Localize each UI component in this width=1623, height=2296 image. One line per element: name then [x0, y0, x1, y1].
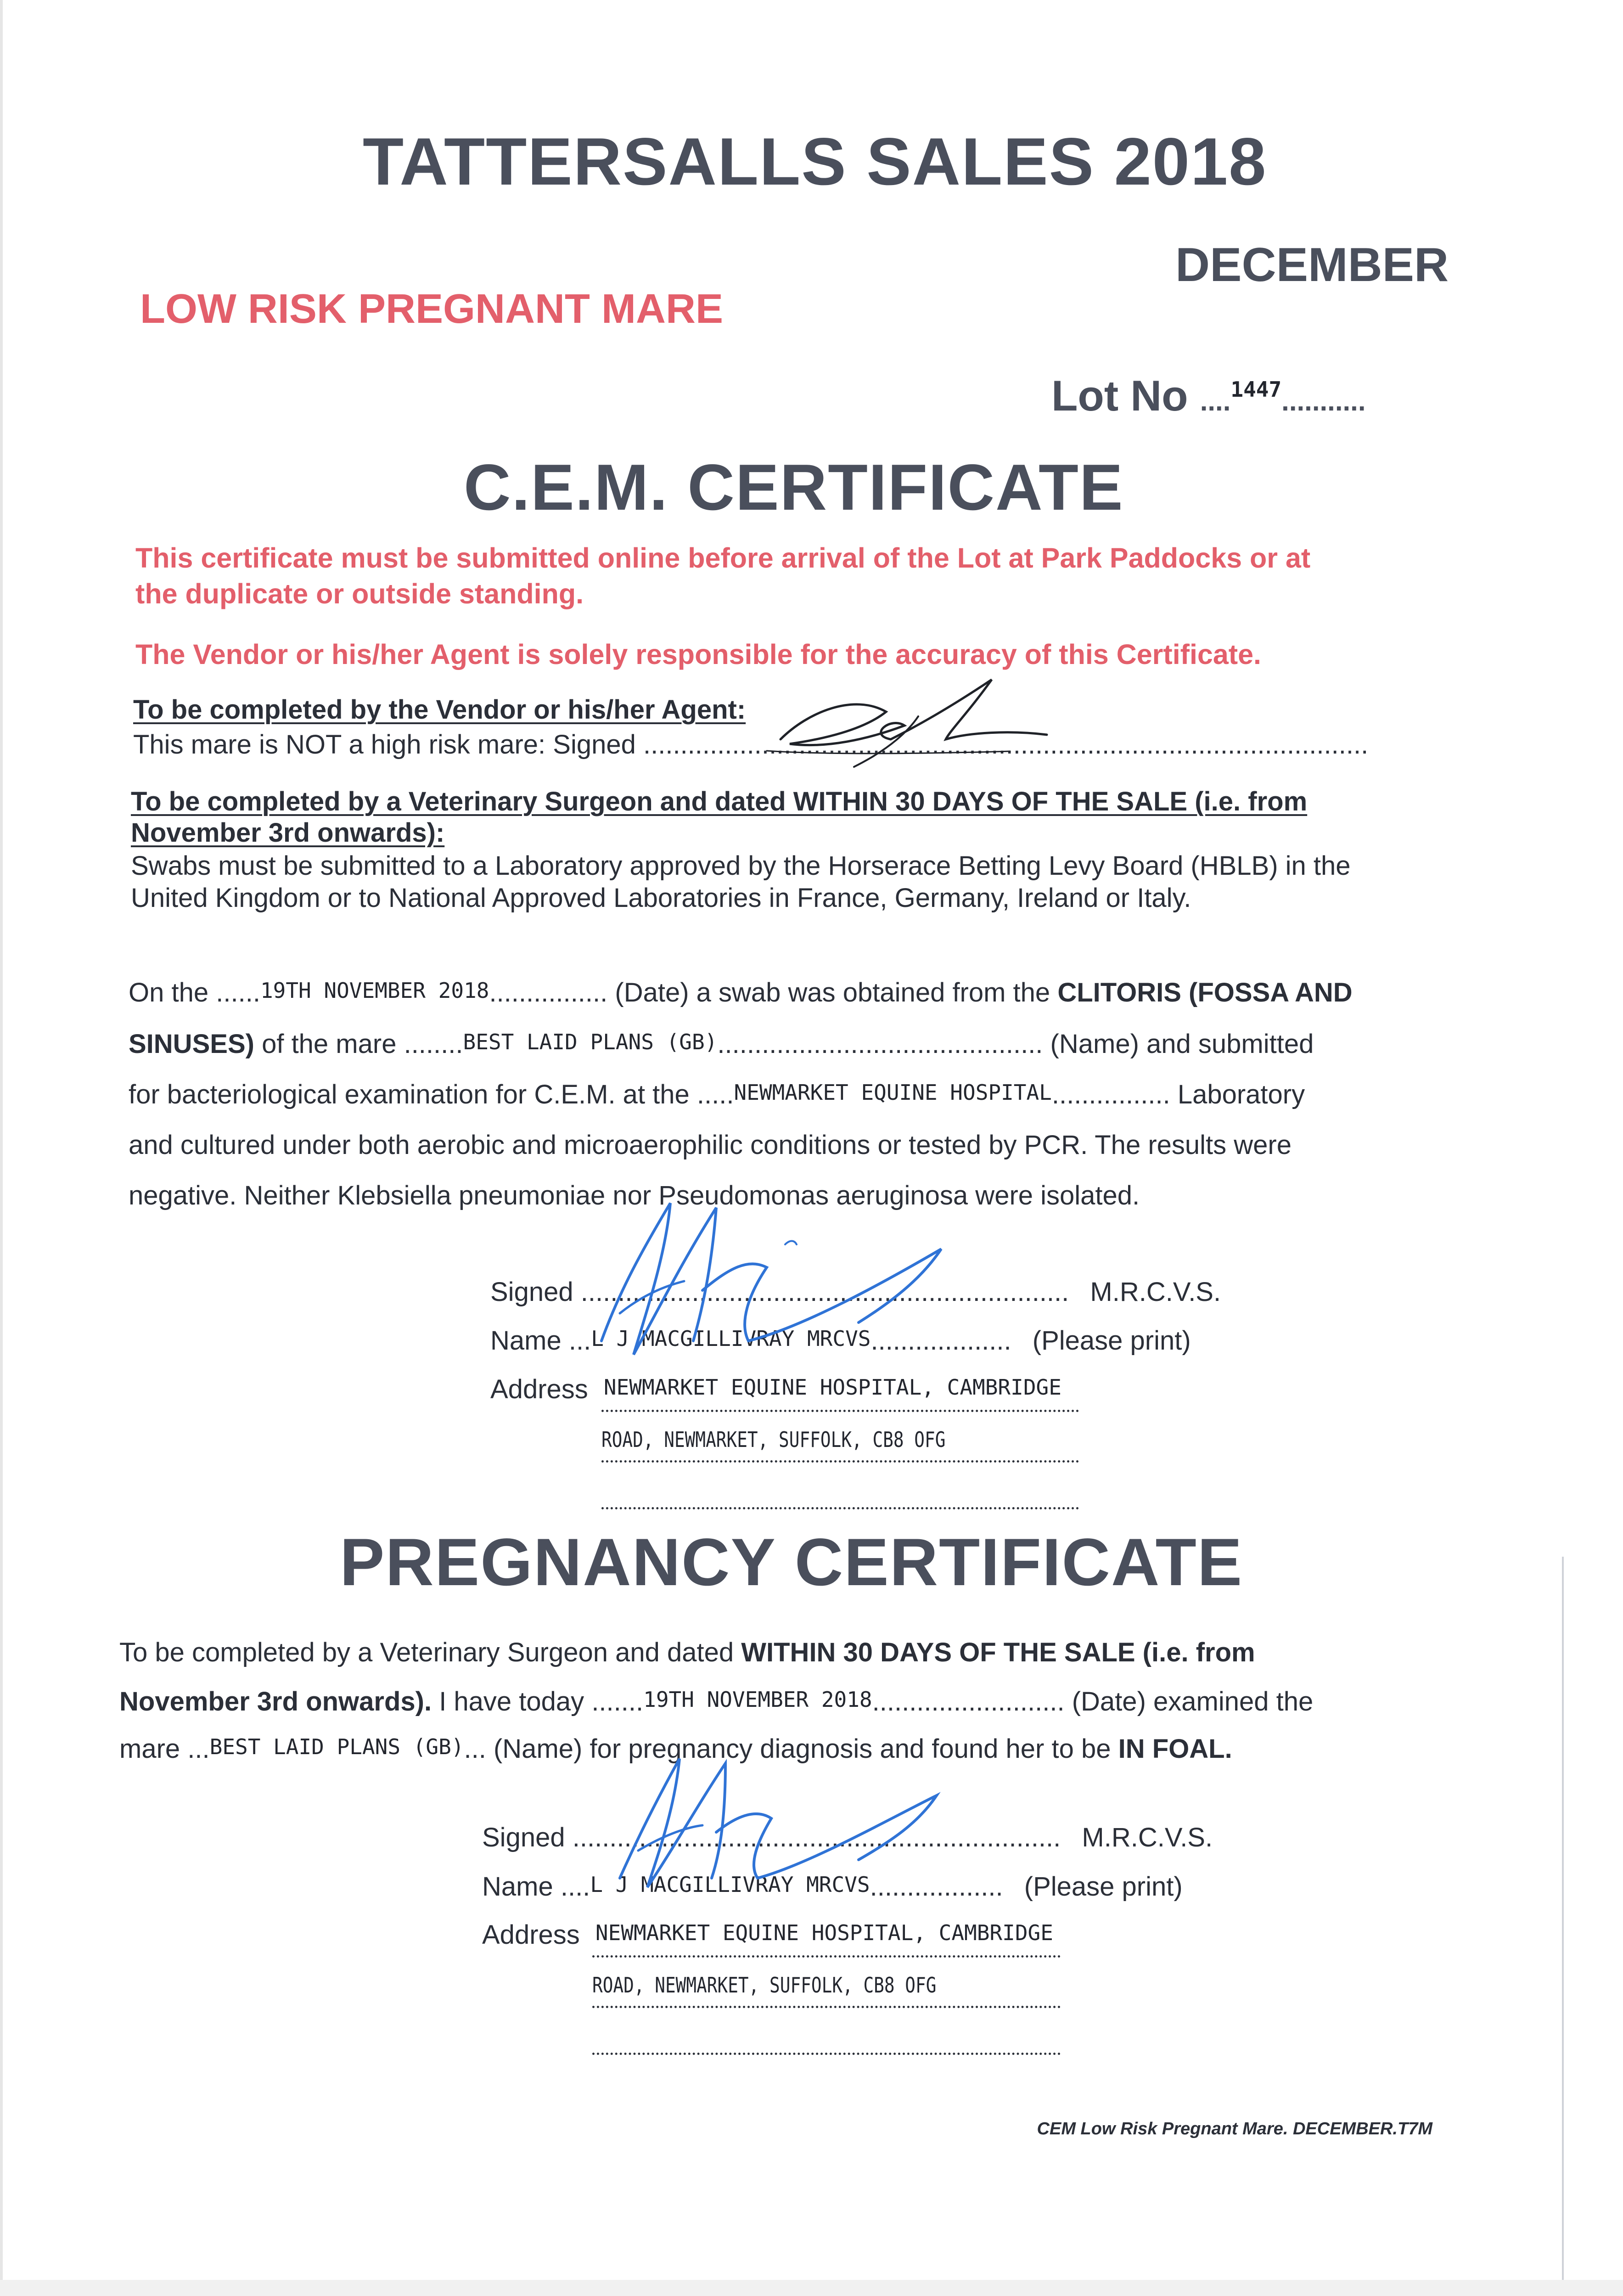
preg-address-row — [482, 1919, 1053, 1950]
cem-notice-submission-2: the duplicate or outside standing. — [135, 578, 584, 609]
cem-please-print: (Please print) — [1032, 1326, 1191, 1356]
cem-address-line-3-dots — [601, 1507, 1079, 1509]
preg-address-line-1-dots — [592, 1955, 1061, 1958]
cem-address-line-2-dots — [601, 1460, 1079, 1463]
cem-signed-label: Signed — [490, 1277, 573, 1307]
preg-address-line-1: NEWMARKET EQUINE HOSPITAL, CAMBRIDGE — [595, 1920, 1053, 1945]
preg-please-print: (Please print) — [1024, 1872, 1183, 1902]
vendor-statement: This mare is NOT a high risk mare: Signed — [133, 730, 636, 760]
preg-para-line-3: mare ...BEST LAID PLANS (GB)... (Name) for pregnancy diagnosis and found her to be IN FOAL. — [119, 1734, 1232, 1764]
cem-name-label: Name — [490, 1326, 562, 1356]
cem-address-line-1-dots — [601, 1410, 1079, 1412]
preg-name-label: Name — [482, 1872, 553, 1902]
preg-deadline: WITHIN 30 DAYS OF THE SALE (i.e. from — [741, 1638, 1255, 1667]
vendor-statement-row — [133, 729, 1368, 760]
cem-para-line-4: and cultured under both aerobic and microaerophilic conditions or tested by PCR. The results were — [129, 1130, 1292, 1160]
preg-mare-label: mare — [119, 1734, 180, 1764]
preg-address-line-2-dots — [592, 2006, 1061, 2008]
cem-certificate-title: C.E.M. CERTIFICATE — [464, 451, 1124, 524]
cem-vet-name-value: L J MACGILLIVRAY MRCVS — [591, 1326, 871, 1351]
preg-name-row: Name ....L J MACGILLIVRAY MRCVS.................. (Please print) — [482, 1872, 1183, 1902]
preg-today-label: I have today — [439, 1687, 584, 1716]
cem-para-line-1: On the ......19TH NOVEMBER 2018................ (Date) a swab was obtained from the CLITORIS (FOSSA AND — [129, 978, 1353, 1007]
on-the-label: On the — [129, 978, 209, 1007]
preg-deadline-cont: November 3rd onwards). — [119, 1687, 432, 1716]
cem-address-row — [490, 1374, 1061, 1405]
cem-address-label: Address — [490, 1374, 588, 1404]
preg-date-suffix: (Date) examined the — [1072, 1687, 1314, 1716]
vet-section-heading-2: November 3rd onwards): — [131, 818, 445, 848]
swab-date-value: 19TH NOVEMBER 2018 — [260, 978, 489, 1003]
vendor-signature — [753, 661, 1074, 799]
preg-signed-row: Signed .................................................................. M.R.C.V.S. — [482, 1823, 1213, 1852]
vendor-section-heading: To be completed by the Vendor or his/her Agent: — [133, 695, 746, 725]
cem-para-line-3: for bacteriological examination for C.E.M. at the .....NEWMARKET EQUINE HOSPITAL................ Laboratory — [129, 1080, 1305, 1109]
cem-vet-signature — [565, 1176, 1024, 1368]
vendor-signature-dots: .................................................................................................. — [643, 730, 1369, 760]
lot-dots-after: ........... — [1281, 386, 1366, 416]
scan-bottom-edge — [0, 2280, 1623, 2296]
scan-left-edge — [0, 0, 3, 2296]
preg-address-line-2: ROAD, NEWMARKET, SUFFOLK, CB8 OFG — [592, 1973, 937, 1998]
swab-site: CLITORIS (FOSSA AND — [1057, 978, 1353, 1007]
lot-dots: .... — [1200, 386, 1231, 416]
risk-category: LOW RISK PREGNANT MARE — [140, 286, 723, 332]
swab-site-cont: SINUSES) — [129, 1029, 254, 1059]
preg-signed-label: Signed — [482, 1823, 565, 1852]
lot-number-value: 1447 — [1230, 377, 1282, 402]
preg-result: IN FOAL. — [1118, 1734, 1232, 1764]
vet-section-heading-1: To be completed by a Veterinary Surgeon and dated WITHIN 30 DAYS OF THE SALE (i.e. from — [131, 787, 1308, 816]
preg-vet-name-value: L J MACGILLIVRAY MRCVS — [590, 1872, 870, 1897]
cem-para-line-5: negative. Neither Klebsiella pneumoniae nor Pseudomonas aeruginosa were isolated. — [129, 1181, 1140, 1210]
cem-para-line-2: SINUSES) of the mare ........BEST LAID PLANS (GB)............................................ (Name) and submitted — [129, 1029, 1314, 1059]
lot-label: Lot No — [1051, 371, 1188, 420]
preg-para-line-1 — [119, 1637, 1255, 1668]
form-reference: CEM Low Risk Pregnant Mare. DECEMBER.T7M — [1037, 2119, 1432, 2138]
preg-para-line-2: November 3rd onwards). I have today .......19TH NOVEMBER 2018.......................... (Date) examined the — [119, 1687, 1314, 1716]
preg-intro: To be completed by a Veterinary Surgeon and dated — [119, 1638, 734, 1667]
sale-month: DECEMBER — [1175, 238, 1449, 292]
preg-address-label: Address — [482, 1920, 580, 1950]
laboratory-value: NEWMARKET EQUINE HOSPITAL — [734, 1080, 1052, 1105]
swab-requirement-1: Swabs must be submitted to a Laboratory approved by the Horserace Betting Levy Board (HBLB) in the — [131, 851, 1351, 881]
preg-mare-suffix: (Name) for pregnancy diagnosis and found her to be — [493, 1734, 1111, 1764]
cem-signed-row: Signed .................................................................. M.R.C.V.S. — [490, 1277, 1221, 1307]
mare-name-suffix: (Name) and submitted — [1050, 1029, 1314, 1059]
mare-name-value: BEST LAID PLANS (GB) — [463, 1030, 718, 1054]
preg-vet-signature — [588, 1727, 1010, 1901]
lot-number-row — [1051, 371, 1366, 421]
swab-date-suffix: (Date) a swab was obtained from the — [615, 978, 1050, 1007]
pregnancy-certificate-title: PREGNANCY CERTIFICATE — [340, 1525, 1243, 1599]
cem-notice-responsibility: The Vendor or his/her Agent is solely responsible for the accuracy of this Certificate. — [135, 639, 1261, 670]
document-title: TATTERSALLS SALES 2018 — [363, 124, 1267, 199]
preg-date-value: 19TH NOVEMBER 2018 — [643, 1687, 872, 1712]
cem-name-row: Name ...L J MACGILLIVRAY MRCVS................... (Please print) — [490, 1326, 1191, 1356]
cem-address-line-1: NEWMARKET EQUINE HOSPITAL, CAMBRIDGE — [603, 1375, 1061, 1400]
preg-mrcvs-label: M.R.C.V.S. — [1082, 1823, 1213, 1852]
cem-notice-submission-1: This certificate must be submitted online before arrival of the Lot at Park Paddocks or at — [135, 542, 1311, 574]
laboratory-suffix: Laboratory — [1177, 1080, 1305, 1109]
preg-mare-value: BEST LAID PLANS (GB) — [209, 1734, 464, 1759]
preg-address-line-3-dots — [592, 2053, 1061, 2055]
bacteriological-label: for bacteriological examination for C.E.M. at the — [129, 1080, 690, 1109]
cem-mrcvs-label: M.R.C.V.S. — [1090, 1277, 1221, 1307]
cem-address-line-2: ROAD, NEWMARKET, SUFFOLK, CB8 OFG — [601, 1427, 946, 1452]
swab-requirement-2: United Kingdom or to National Approved Laboratories in France, Germany, Ireland or Italy. — [131, 883, 1191, 913]
of-the-mare-label: of the mare — [262, 1029, 397, 1059]
scan-right-edge-line — [1562, 1557, 1564, 2291]
